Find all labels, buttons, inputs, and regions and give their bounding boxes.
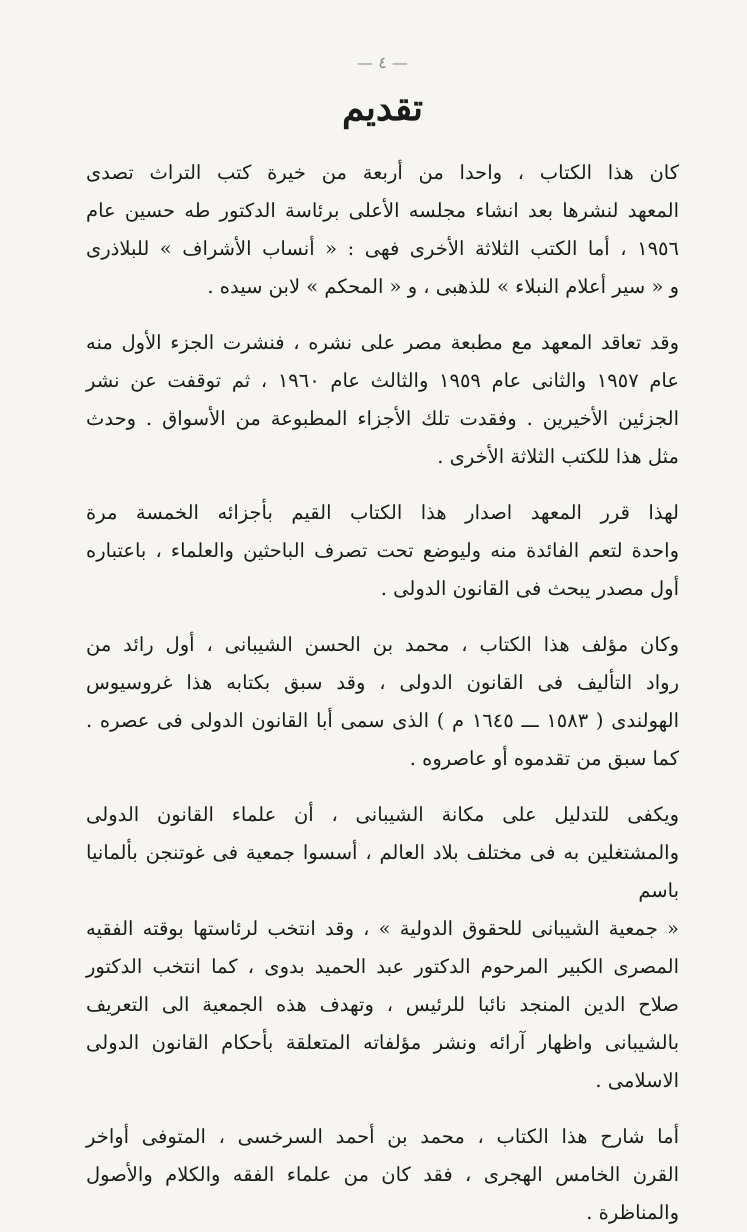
text-line: بالشيبانى واظهار آرائه ونشر مؤلفاته المتعلقة بأحكام القانون الدولى: [86, 1031, 679, 1054]
paragraph-1: [86, 154, 679, 306]
text-line: واحدة لتعم الفائدة منه وليوضع تحت تصرف الباحثين والعلماء ، باعتباره: [86, 539, 679, 562]
paragraph-3: [86, 494, 679, 608]
text-line: المصرى الكبير المرحوم الدكتور عبد الحميد بدوى ، كما انتخب الدكتور: [86, 955, 679, 978]
paragraph-2: [86, 324, 679, 476]
text-line: كما سبق من تقدموه أو عاصروه .: [409, 747, 679, 770]
text-line: مثل هذا للكتب الثلاثة الأخرى .: [437, 445, 679, 468]
text-line: الهولندى ( ١٥٨٣ ـــ ١٦٤٥ م ) الذى سمى أبا القانون الدولى فى عصره .: [86, 709, 679, 732]
text-line: لهذا قرر المعهد اصدار هذا الكتاب القيم بأجزائه الخمسة مرة: [86, 501, 679, 524]
text-line: وكان مؤلف هذا الكتاب ، محمد بن الحسن الشيبانى ، أول رائد من: [86, 633, 679, 656]
text-line: و « سير أعلام النبلاء » للذهبى ، و « المحكم » لابن سيده .: [207, 275, 679, 298]
text-line: عام ١٩٥٧ والثانى عام ١٩٥٩ والثالث عام ١٩٦٠ ، ثم توقفت عن نشر: [86, 369, 679, 392]
text-line: أول مصدر يبحث فى القانون الدولى .: [380, 577, 679, 600]
text-line: الاسلامى .: [595, 1069, 679, 1092]
page-number: — ٤ —: [357, 53, 408, 72]
text-line: صلاح الدين المنجد نائبا للرئيس ، وتهدف هذه الجمعية الى التعريف: [86, 993, 679, 1016]
text-line: أما شارح هذا الكتاب ، محمد بن أحمد السرخسى ، المتوفى أواخر: [86, 1125, 679, 1148]
text-line: والمناظرة .: [586, 1201, 679, 1224]
page-title: تقديم: [341, 87, 424, 129]
paragraph-5: [86, 796, 679, 1100]
text-line: ويكفى للتدليل على مكانة الشيبانى ، أن علماء القانون الدولى: [86, 803, 679, 826]
text-line: والمشتغلين به فى مختلف بلاد العالم ، أسسوا جمعية فى غوتنجن بألمانيا باسم: [86, 841, 679, 902]
paragraph-6: [86, 1118, 679, 1232]
text-line: القرن الخامس الهجرى ، فقد كان من علماء الفقه والكلام والأصول: [86, 1163, 679, 1186]
text-line: ١٩٥٦ ، أما الكتب الثلاثة الأخرى فهى : « أنساب الأشراف » للبلاذرى: [86, 237, 679, 260]
text-line: المعهد لنشرها بعد انشاء مجلسه الأعلى برئاسة الدكتور طه حسين عام: [86, 199, 679, 222]
text-line: رواد التأليف فى القانون الدولى ، وقد سبق بكتابه هذا غروسيوس: [86, 671, 679, 694]
text-line: الجزئين الأخيرين . وفقدت تلك الأجزاء المطبوعة من الأسواق . وحدث: [86, 407, 679, 430]
text-line: وقد تعاقد المعهد مع مطبعة مصر على نشره ، فنشرت الجزء الأول منه: [86, 331, 679, 354]
text-line: « جمعية الشيبانى للحقوق الدولية » ، وقد انتخب لرئاستها بوقته الفقيه: [86, 917, 679, 940]
paragraph-4: [86, 626, 679, 778]
text-line: كان هذا الكتاب ، واحدا من أربعة من خيرة كتب التراث تصدى: [86, 161, 679, 184]
